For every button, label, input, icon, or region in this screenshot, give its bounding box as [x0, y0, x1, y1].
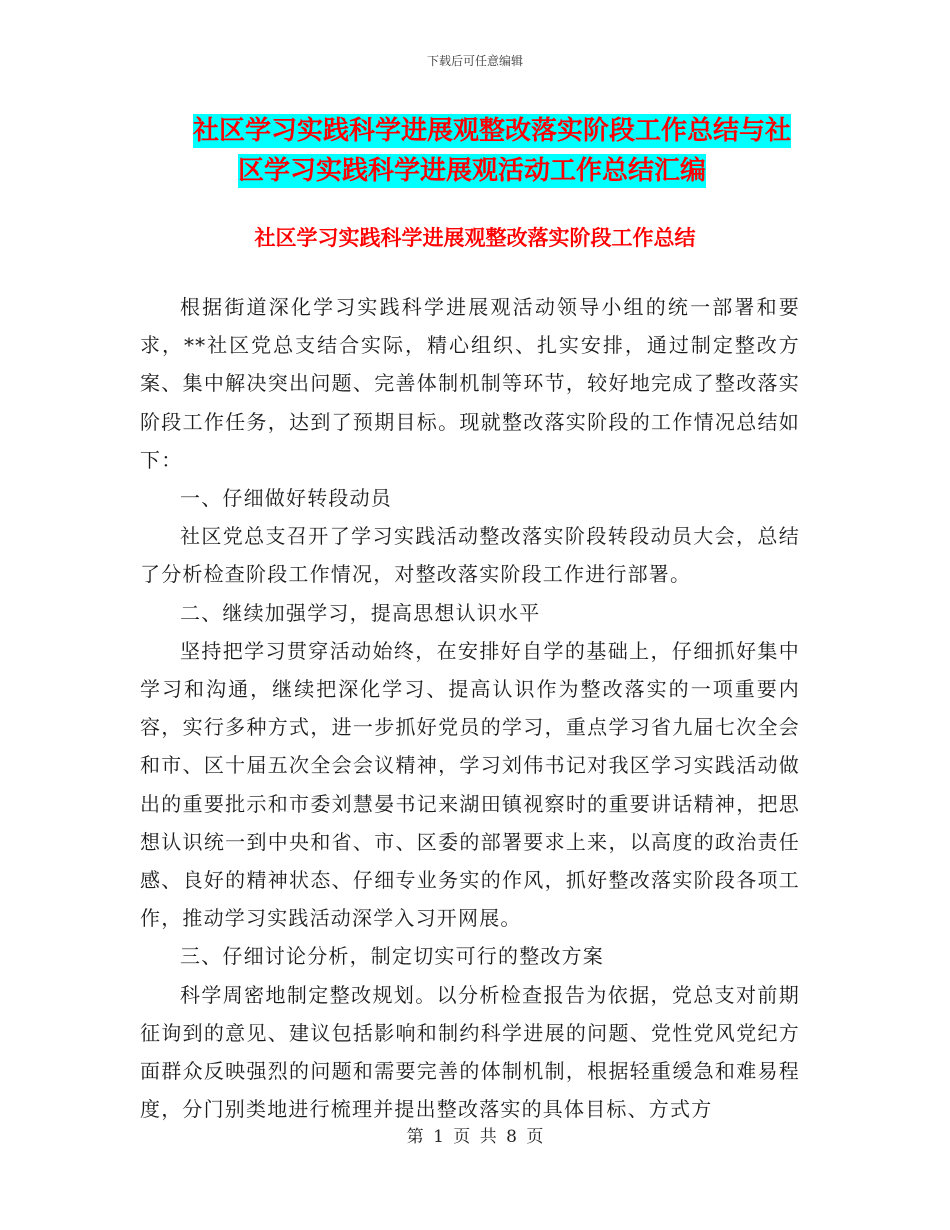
document-title-line-2: [140, 151, 820, 191]
page-number: 第 1 页 共 8 页: [406, 1127, 544, 1147]
body-paragraph-2: 坚持把学习贯穿活动始终，在安排好自学的基础上，仔细抓好集中学习和沟通，继续把深化学习、提高认识作为整改落实的一项重要内容，实行多种方式，进一步抓好党员的学习，重点学习省九届七次全会和市、区十届五次全会会议精神，学习刘伟书记对我区学习实践活动做出的重要批示和市委刘慧晏书记来湖田镇视察时的重要讲话精神，把思想认识统一到中央和省、市、区委的部署要求上来，以高度的政治责任感、良好的精神状态、仔细专业务实的作风，抓好整改落实阶段各项工作，推动学习实践活动深学入习开网展。: [140, 638, 800, 931]
title-highlight: 区学习实践科学进展观活动工作总结汇编: [238, 156, 707, 186]
section-title: 社区学习实践科学进展观整改落实阶段工作总结: [254, 225, 696, 250]
page-header-note: 下载后可任意编辑: [426, 54, 523, 68]
heading-2: 二、继续加强学习，提高思想认识水平: [180, 600, 541, 625]
heading-1: 一、仔细做好转段动员: [180, 486, 392, 511]
body-paragraph-intro: 根据街道深化学习实践科学进展观活动领导小组的统一部署和要求，**社区党总支结合实际，精心组织、扎实安排，通过制定整改方案、集中解决突出问题、完善体制机制等环节，较好地完成了整改落实阶段工作任务，达到了预期目标。现就整改落实阶段的工作情况总结如下：: [140, 295, 800, 472]
body-paragraph-3: 科学周密地制定整改规划。以分析检查报告为依据，党总支对前期征询到的意见、建议包括影响和制约科学进展的问题、党性党风党纪方面群众反映强烈的问题和需要完善的体制机制，根据轻重缓急和难易程度，分门别类地进行梳理并提出整改落实的具体目标、方式方: [140, 982, 800, 1122]
document-title-line-1: [140, 111, 820, 151]
document-title: [140, 111, 820, 191]
heading-3: 三、仔细讨论分析，制定切实可行的整改方案: [180, 944, 604, 969]
body-paragraph-1: 社区党总支召开了学习实践活动整改落实阶段转段动员大会，总结了分析检查阶段工作情况，对整改落实阶段工作进行部署。: [140, 524, 800, 587]
document-body: [140, 288, 800, 1128]
title-highlight: 社区学习实践科学进展观整改落实阶段工作总结与社: [193, 116, 792, 146]
